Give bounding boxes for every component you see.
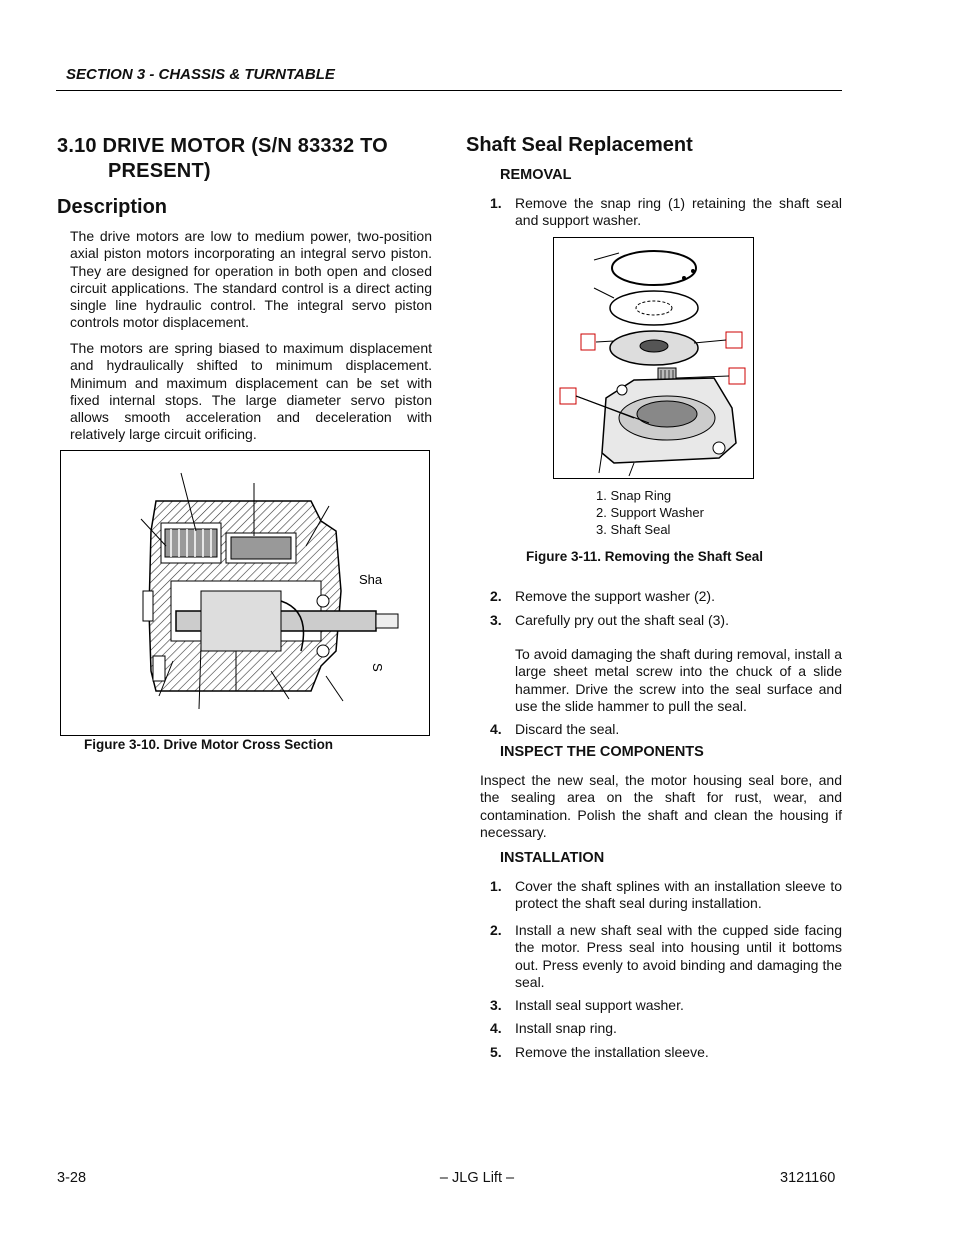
step-number: 4. [490, 721, 502, 737]
step-number: 2. [490, 588, 502, 604]
inspect-para: Inspect the new seal, the motor housing seal bore, and the sealing area on the shaft for rust, wear, and contamination. Polish the shaft and clean the housing if necessary. [480, 772, 842, 840]
legend-item: 3. Shaft Seal [596, 522, 671, 537]
step-text: Remove the support washer (2). [515, 588, 715, 604]
section-heading-cont: PRESENT) [108, 160, 211, 182]
shaft-seal-heading: Shaft Seal Replacement [466, 134, 693, 156]
figure-callout-bottom: S [370, 663, 385, 672]
step-number: 5. [490, 1044, 502, 1060]
removal-step-4 [490, 721, 842, 739]
footer-center: – JLG Lift – [439, 1170, 515, 1186]
inspect-heading: INSPECT THE COMPONENTS [500, 744, 704, 760]
installation-step-3 [490, 997, 842, 1015]
header-rule [56, 90, 842, 91]
description-heading: Description [57, 196, 168, 218]
removal-step-3-note: To avoid damaging the shaft during removal, install a large sheet metal screw into the chuck of a slide hammer. Drive the screw into the seal surface and use the slide hammer to pull the seal. [515, 646, 842, 714]
step-text: Install a new shaft seal with the cupped side facing the motor. Press seal into housing until it bottoms out. Press evenly to avoid binding and damaging the seal. [515, 922, 842, 990]
step-number: 1. [490, 878, 502, 894]
step-text: Remove the snap ring (1) retaining the shaft seal and support washer. [515, 195, 842, 229]
figure-3-10-caption: Figure 3-10. Drive Motor Cross Section [84, 737, 334, 752]
installation-step-4 [490, 1020, 842, 1038]
step-number: 4. [490, 1020, 502, 1036]
step-number: 2. [490, 922, 502, 938]
removal-step-3 [490, 612, 842, 630]
document-number: 3121160 [780, 1170, 836, 1186]
legend-item: 1. Snap Ring [596, 488, 672, 503]
step-text: Cover the shaft splines with an installation sleeve to protect the shaft seal during installation. [515, 878, 842, 912]
installation-heading: INSTALLATION [500, 850, 605, 866]
step-number: 3. [490, 997, 502, 1013]
step-number: 1. [490, 195, 502, 211]
description-para-2: The motors are spring biased to maximum displacement and hydraulically shifted to minimum displacement. Minimum and maximum displacement can be set with fixed internal stops. The large diameter servo piston allows smooth acceleration and deceleration with relatively large circuit orificing. [70, 340, 432, 443]
removal-step-1 [490, 195, 842, 231]
figure-3-11-caption: Figure 3-11. Removing the Shaft Seal [526, 549, 764, 564]
installation-step-1 [490, 878, 842, 914]
shaft-seal-figure [553, 237, 754, 479]
section-heading: 3.10 DRIVE MOTOR (S/N 83332 TO [57, 135, 388, 157]
section-header: SECTION 3 - CHASSIS & TURNTABLE [66, 66, 335, 83]
step-number: 3. [490, 612, 502, 628]
page-number: 3-28 [57, 1170, 87, 1186]
installation-step-5 [490, 1044, 842, 1062]
removal-step-2 [490, 588, 842, 606]
figure-3-11-legend [596, 487, 704, 538]
step-text: Install seal support washer. [515, 997, 684, 1013]
step-text: Remove the installation sleeve. [515, 1044, 709, 1060]
shaft-seal-exploded-illustration [554, 238, 753, 478]
step-text: Discard the seal. [515, 721, 620, 737]
legend-item: 2. Support Washer [596, 505, 704, 520]
removal-heading: REMOVAL [500, 167, 572, 183]
figure-callout-top: Sha [359, 572, 383, 587]
step-text: Carefully pry out the shaft seal (3). [515, 612, 729, 628]
step-text: Install snap ring. [515, 1020, 617, 1036]
drive-motor-cross-section-illustration [61, 451, 429, 735]
installation-step-2 [490, 922, 842, 992]
description-para-1: The drive motors are low to medium power, two-position axial piston motors incorporating an integral servo piston. They are designed for operation in both open and closed circuit applications. The standard control is a direct acting single line hydraulic control. The integral servo piston controls motor displacement. [70, 228, 432, 331]
drive-motor-figure [60, 450, 430, 736]
